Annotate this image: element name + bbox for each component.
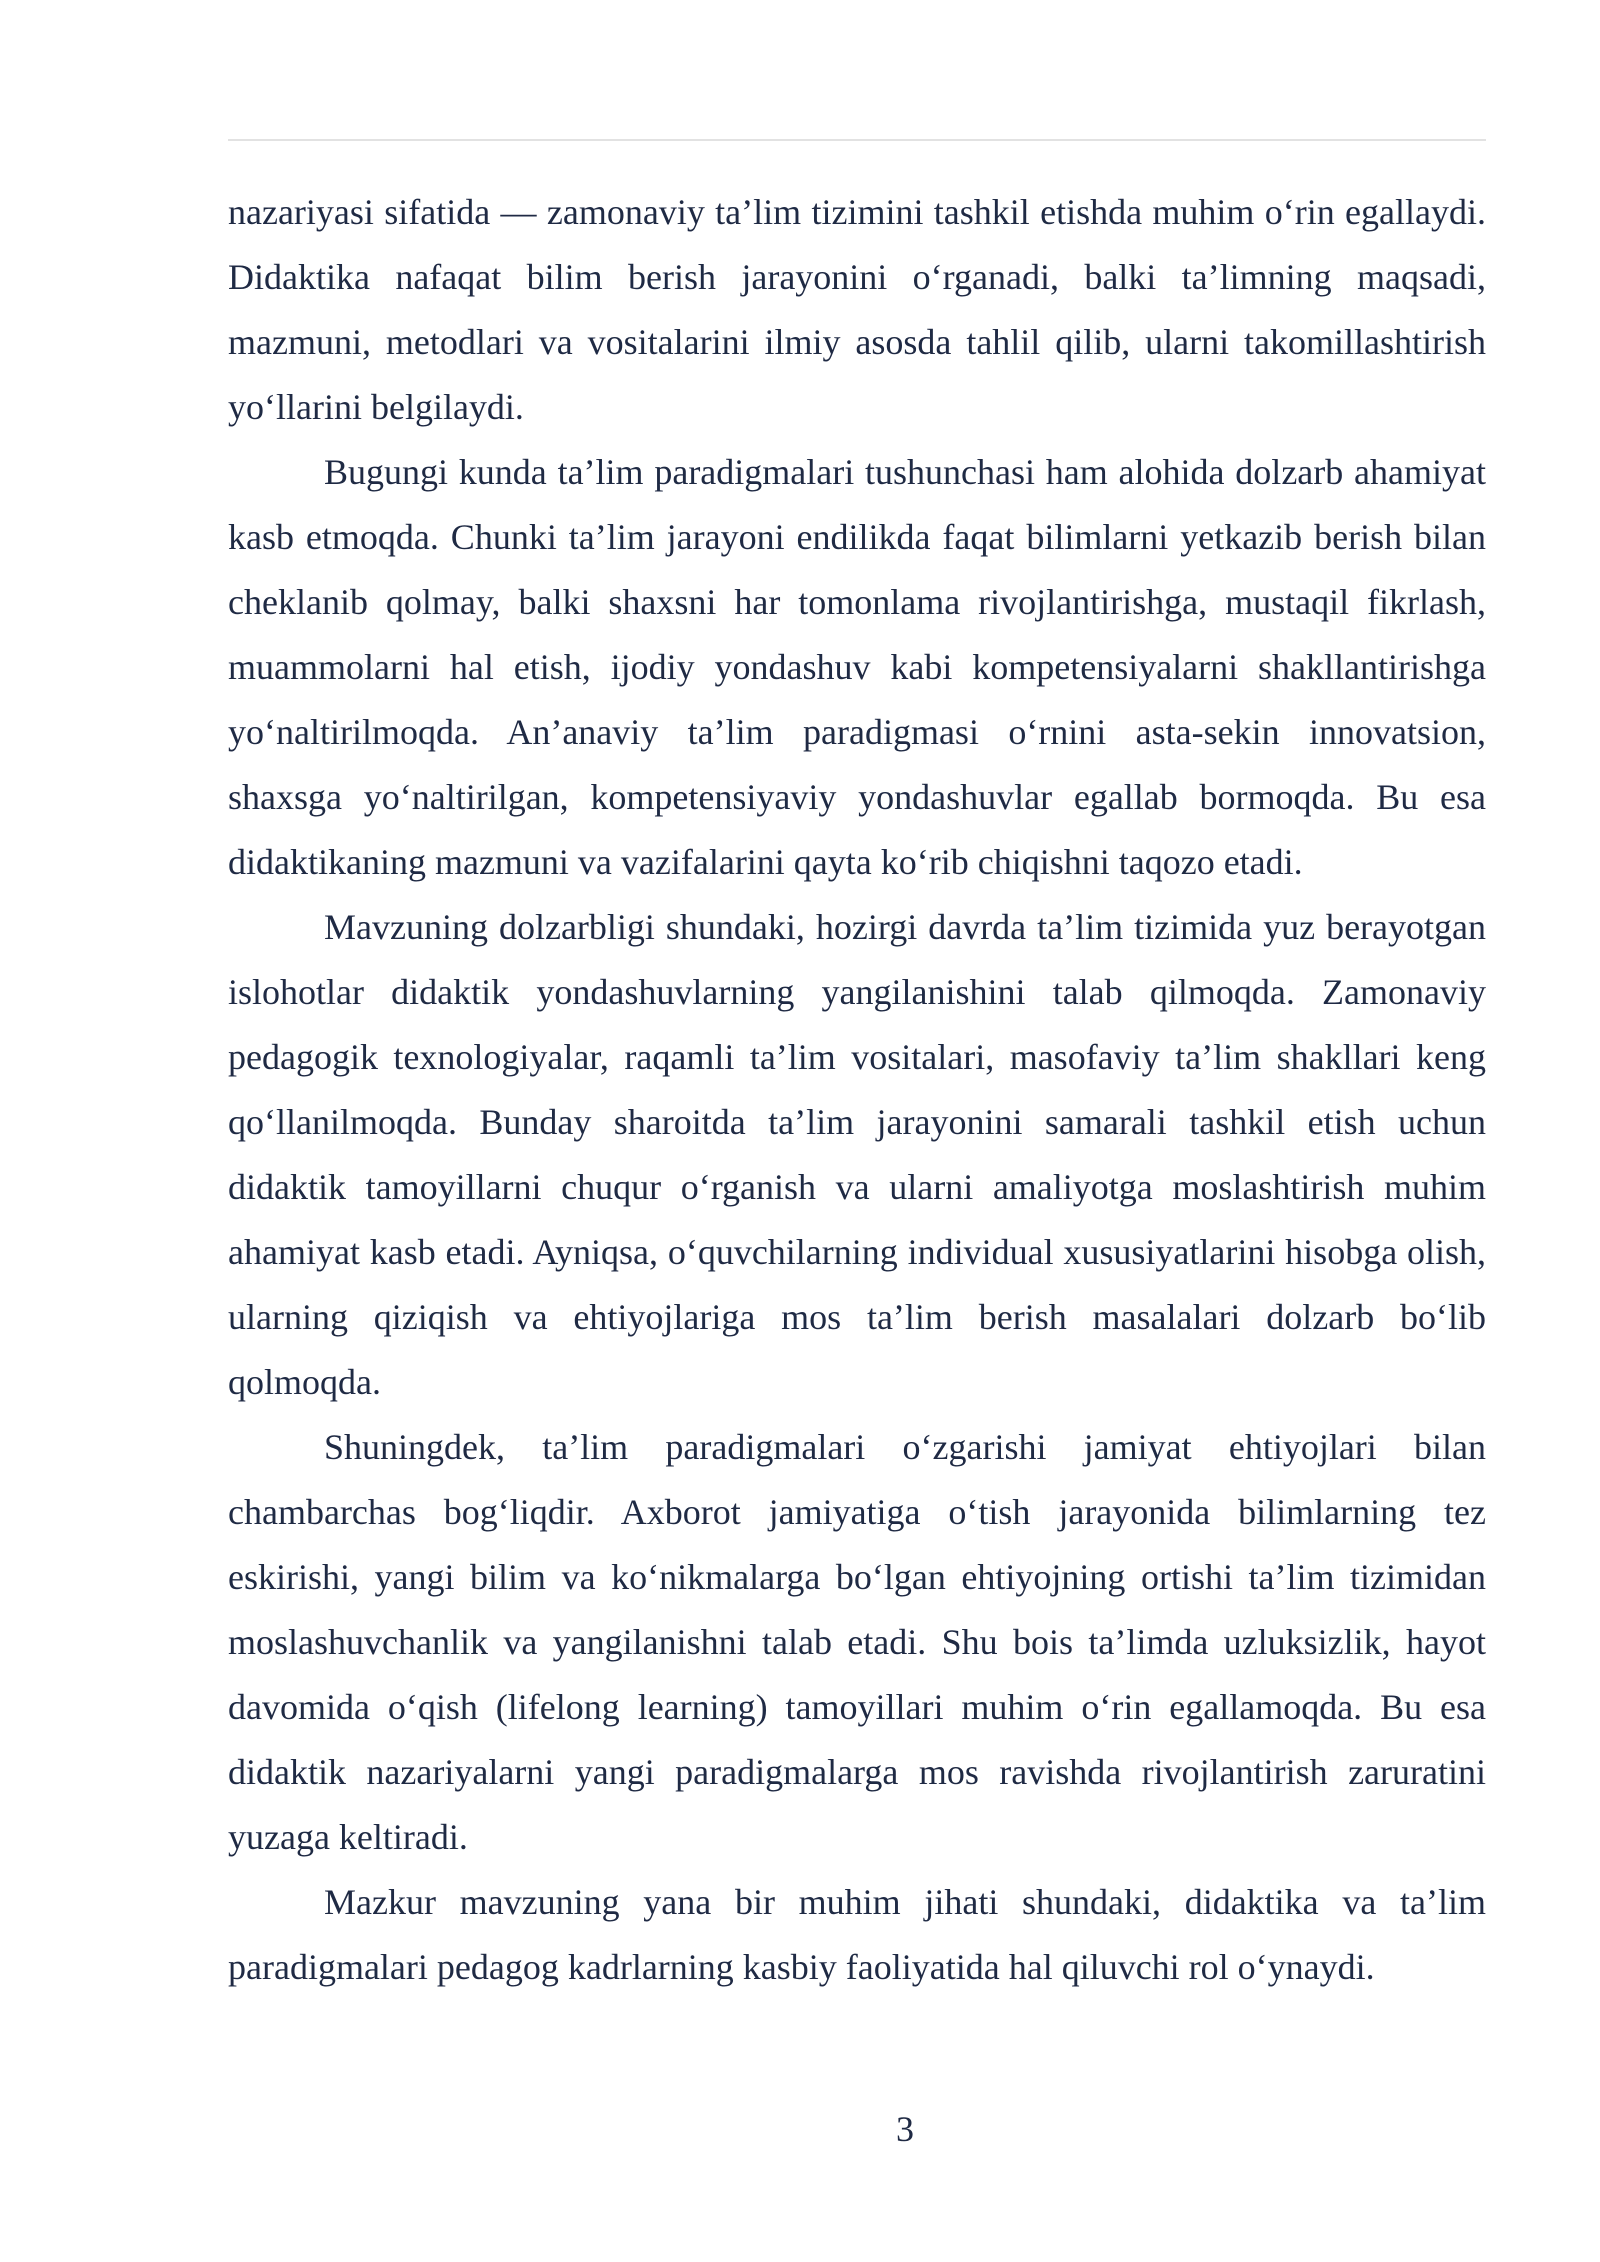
paragraph-3: Mavzuning dolzarbligi shundaki, hozirgi davrda ta’lim tizimida yuz berayotgan islohotlar didaktik yondashuvlarning yangilanishini talab qilmoqda. Zamonaviy pedagogik texnologiyalar, raqamli ta’lim vositalari, masofaviy ta’lim shakllari keng qo‘llanilmoqda. Bunday sharoitda ta’lim jarayonini samarali tashkil etish uchun didaktik tamoyillarni chuqur o‘rganish va ularni amaliyotga moslashtirish muhim ahamiyat kasb etadi. Ayniqsa, o‘quvchilarning individual xususiyatlarini hisobga olish, ularning qiziqish va ehtiyojlariga mos ta’lim berish masalalari dolzarb bo‘lib qolmoqda. xyxy=(228,907,1486,1402)
paragraph-2: Bugungi kunda ta’lim paradigmalari tushunchasi ham alohida dolzarb ahamiyat kasb etmoqda. Chunki ta’lim jarayoni endilikda faqat bilimlarni yetkazib berish bilan cheklanib qolmay, balki shaxsni har tomonlama rivojlantirishga, mustaqil fikrlash, muammolarni hal etish, ijodiy yondashuv kabi kompetensiyalarni shakllantirishga yo‘naltirilmoqda. An’anaviy ta’lim paradigmasi o‘rnini asta-sekin innovatsion, shaxsga yo‘naltirilgan, kompetensiyaviy yondashuvlar egallab bormoqda. Bu esa didaktikaning mazmuni va vazifalarini qayta ko‘rib chiqishni taqozo etadi. xyxy=(228,452,1486,882)
paragraph-1: nazariyasi sifatida — zamonaviy ta’lim tizimini tashkil etishda muhim o‘rin egallaydi. Didaktika nafaqat bilim berish jarayonini o‘rganadi, balki ta’limning maqsadi, mazmuni, metodlari va vositalarini ilmiy asosda tahlil qilib, ularni takomillashtirish yo‘llarini belgilaydi. xyxy=(228,192,1486,427)
body-text xyxy=(228,180,1486,2000)
paragraph-4: Shuningdek, ta’lim paradigmalari o‘zgarishi jamiyat ehtiyojlari bilan chambarchas bog‘liqdir. Axborot jamiyatiga o‘tish jarayonida bilimlarning tez eskirishi, yangi bilim va ko‘nikmalarga bo‘lgan ehtiyojning ortishi ta’lim tizimidan moslashuvchanlik va yangilanishni talab etadi. Shu bois ta’limda uzluksizlik, hayot davomida o‘qish (lifelong learning) tamoyillari muhim o‘rin egallamoqda. Bu esa didaktik nazariyalarni yangi paradigmalarga mos ravishda rivojlantirish zaruratini yuzaga keltiradi. xyxy=(228,1427,1486,1857)
page-number: 3 xyxy=(896,2109,914,2149)
header-divider xyxy=(228,139,1486,141)
paragraph-5: Mazkur mavzuning yana bir muhim jihati shundaki, didaktika va ta’lim paradigmalari pedagog kadrlarning kasbiy faoliyatida hal qiluvchi rol o‘ynaydi. xyxy=(228,1882,1486,1987)
